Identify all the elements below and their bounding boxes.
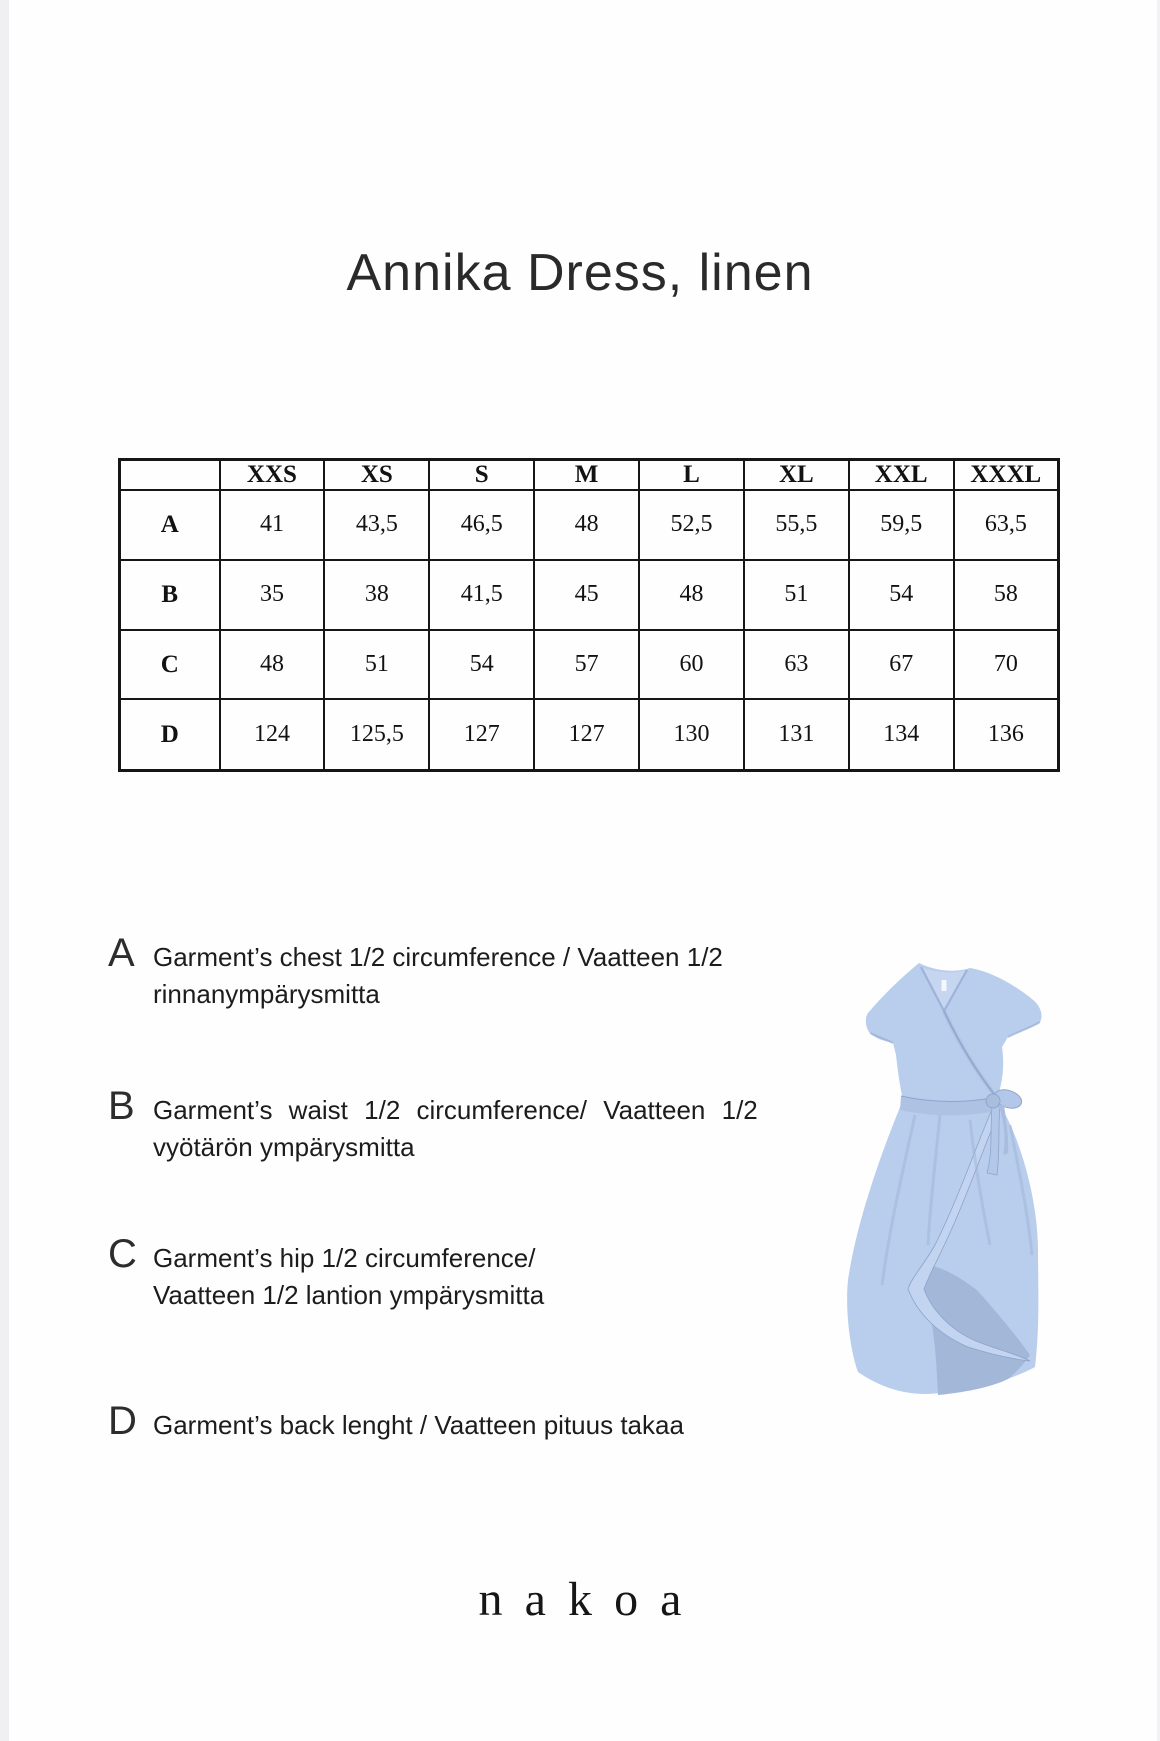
- table-cell: 45: [534, 560, 639, 630]
- table-cell: 35: [220, 560, 325, 630]
- table-cell: 41: [220, 490, 325, 560]
- size-header-l: L: [639, 460, 744, 491]
- table-cell: 124: [220, 699, 325, 770]
- table-cell: 41,5: [429, 560, 534, 630]
- table-cell: 52,5: [639, 490, 744, 560]
- row-label: A: [120, 490, 220, 560]
- size-header-xxl: XXL: [849, 460, 954, 491]
- table-cell: 43,5: [324, 490, 429, 560]
- measurement-row-b: [104, 1086, 775, 1166]
- table-cell: 63: [744, 630, 849, 700]
- size-header-xxs: XXS: [220, 460, 325, 491]
- brand-logo: nakoa: [478, 1573, 704, 1626]
- table-row-c: [120, 630, 1059, 700]
- size-header-xs: XS: [324, 460, 429, 491]
- table-cell: 136: [954, 699, 1059, 770]
- dress-image: [840, 955, 1050, 1405]
- table-cell: 127: [534, 699, 639, 770]
- table-cell: 51: [324, 630, 429, 700]
- measurement-text: Garment’s back lenght / Vaatteen pituus takaa: [153, 1410, 684, 1440]
- table-cell: 131: [744, 699, 849, 770]
- table-cell: 125,5: [324, 699, 429, 770]
- table-cell: 46,5: [429, 490, 534, 560]
- size-header-m: M: [534, 460, 639, 491]
- row-label: B: [120, 560, 220, 630]
- table-cell: 130: [639, 699, 744, 770]
- measurement-text: Garment’s waist 1/2 circumference/ Vaatteen 1/2 vyötärön ympärysmitta: [153, 1095, 758, 1162]
- table-cell: 48: [220, 630, 325, 700]
- table-corner-cell: [120, 460, 220, 491]
- table-cell: 38: [324, 560, 429, 630]
- table-cell: 54: [849, 560, 954, 630]
- measurement-text: Garment’s hip 1/2 circumference/ Vaatteen 1/2 lantion ympärysmitta: [153, 1243, 545, 1310]
- table-cell: 55,5: [744, 490, 849, 560]
- table-cell: 57: [534, 630, 639, 700]
- measurement-letter-d: D: [108, 1399, 137, 1443]
- measurement-row-d: [104, 1401, 775, 1444]
- measurement-letter-b: B: [108, 1084, 135, 1128]
- size-header-row: [120, 460, 1059, 491]
- table-cell: 63,5: [954, 490, 1059, 560]
- size-header-xxxl: XXXL: [954, 460, 1059, 491]
- measurement-row-a: [104, 933, 775, 1013]
- table-cell: 54: [429, 630, 534, 700]
- table-row-a: [120, 490, 1059, 560]
- measurement-letter-a: A: [108, 931, 135, 975]
- table-cell: 48: [639, 560, 744, 630]
- measurement-row-c: [104, 1234, 775, 1314]
- table-cell: 134: [849, 699, 954, 770]
- table-cell: 48: [534, 490, 639, 560]
- table-cell: 59,5: [849, 490, 954, 560]
- measurement-text: Garment’s chest 1/2 circumference / Vaatteen 1/2 rinnanympärysmitta: [153, 942, 723, 1009]
- table-cell: 58: [954, 560, 1059, 630]
- table-cell: 127: [429, 699, 534, 770]
- table-cell: 70: [954, 630, 1059, 700]
- measurement-letter-c: C: [108, 1232, 137, 1276]
- table-cell: 60: [639, 630, 744, 700]
- row-label: C: [120, 630, 220, 700]
- table-row-b: [120, 560, 1059, 630]
- page-title: Annika Dress, linen: [346, 244, 814, 302]
- table-cell: 51: [744, 560, 849, 630]
- row-label: D: [120, 699, 220, 770]
- size-header-s: S: [429, 460, 534, 491]
- table-row-d: [120, 699, 1059, 770]
- table-cell: 67: [849, 630, 954, 700]
- size-table: [118, 458, 1060, 772]
- size-header-xl: XL: [744, 460, 849, 491]
